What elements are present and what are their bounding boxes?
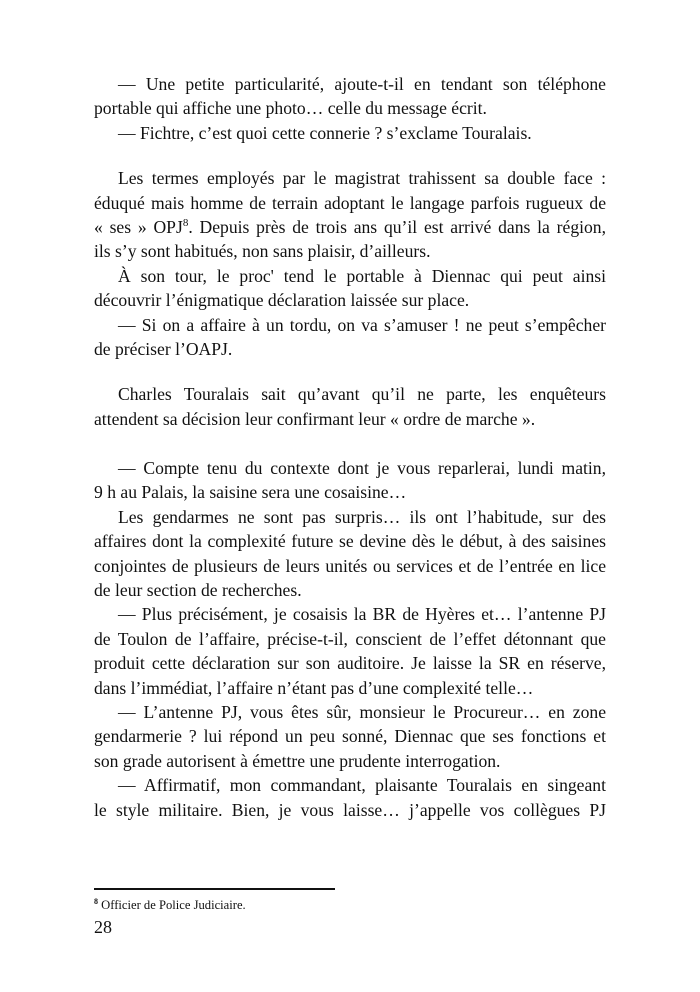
footnote-text: Officier de Police Judiciaire.: [98, 898, 246, 912]
text-line: 9 h au Palais, la saisine sera une cosaisine…: [94, 482, 407, 503]
text-line: de Toulon de l’affaire, précise-t-il, conscient de l’effet détonnant que: [94, 628, 606, 649]
text-line: conjointes de plusieurs de leurs unités ou services et de l’entrée en lice: [94, 555, 606, 576]
text-line: découvrir l’énigmatique déclaration laissée sur place.: [94, 290, 470, 311]
text-line: attendent sa décision leur confirmant leur « ordre de marche ».: [94, 408, 536, 429]
text-line: [94, 215, 606, 239]
text-line: — Une petite particularité, ajoute-t-il en tendant son téléphone: [118, 74, 606, 94]
text-line: de leur section de recherches.: [94, 580, 302, 601]
text-line: portable qui affiche une photo… celle du message écrit.: [94, 98, 487, 119]
text-line: éduqué mais homme de terrain adoptant le langage parfois rugueux de: [94, 192, 606, 213]
text-segment: . Depuis près de trois ans qu’il est arrivé dans la région,: [188, 216, 606, 237]
text-line: À son tour, le proc' tend le portable à Diennac qui peut ainsi: [118, 265, 606, 286]
footnote: [94, 897, 246, 913]
text-line: le style militaire. Bien, je vous laisse… j’appelle vos collègues PJ: [94, 799, 606, 820]
footnote-marker: 8: [94, 896, 98, 906]
text-line: Les termes employés par le magistrat trahissent sa double face :: [118, 168, 606, 189]
footnote-reference: 8: [182, 217, 189, 230]
text-line: produit cette déclaration sur son auditoire. Je laisse la SR en réserve,: [94, 653, 606, 674]
opj-text: « ses » OPJ: [94, 216, 183, 237]
text-line: Les gendarmes ne sont pas surpris… ils ont l’habitude, sur des: [118, 506, 606, 527]
text-line: de préciser l’OAPJ.: [94, 338, 233, 359]
page-number: 28: [94, 917, 112, 937]
text-line: affaires dont la complexité future se devine dès le début, à des saisines: [94, 531, 606, 552]
text-line: — Affirmatif, mon commandant, plaisante Touralais en singeant: [118, 775, 606, 796]
page-body: [94, 72, 606, 822]
text-line: — Si on a affaire à un tordu, on va s’amuser ! ne peut s’empêcher: [118, 314, 606, 335]
text-line: ils s’y sont habitués, non sans plaisir, d’ailleurs.: [94, 241, 431, 262]
text-line: — Compte tenu du contexte dont je vous reparlerai, lundi matin,: [118, 458, 606, 479]
text-line: — L’antenne PJ, vous êtes sûr, monsieur le Procureur… en zone: [118, 701, 606, 722]
text-line: — Plus précisément, je cosaisis la BR de Hyères et… l’antenne PJ: [118, 604, 606, 625]
text-line: Charles Touralais sait qu’avant qu’il ne parte, les enquêteurs: [118, 384, 606, 405]
text-line: son grade autorisent à émettre une prudente interrogation.: [94, 750, 501, 771]
text-line: gendarmerie ? lui répond un peu sonné, Diennac que ses fonctions et: [94, 726, 606, 747]
footnote-divider: [94, 888, 335, 890]
text-line: dans l’immédiat, l’affaire n’étant pas d’une complexité telle…: [94, 677, 534, 698]
text-line: — Fichtre, c’est quoi cette connerie ? s’exclame Touralais.: [118, 122, 532, 143]
